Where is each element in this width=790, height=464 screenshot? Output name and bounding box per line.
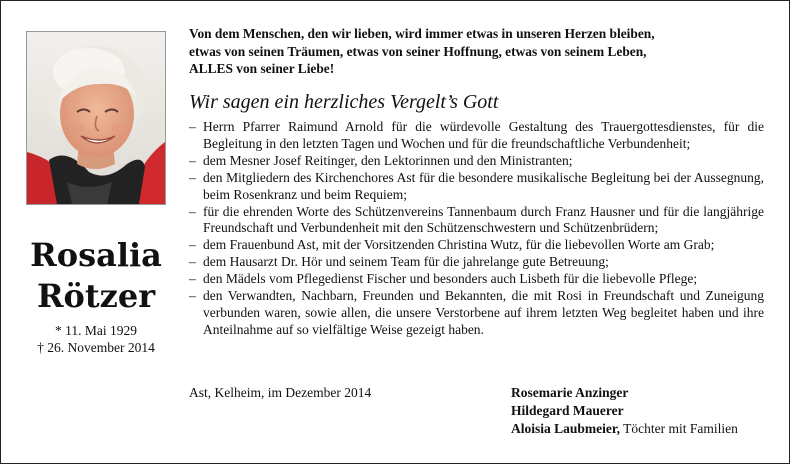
thanks-item-text: den Verwandten, Nachbarn, Freunden und Bekannten, die mit Rosi in Freundschaft und Zuneigung verbunden waren, sowie allen, die unsere Verstorbene auf ihrem letzten Weg begleitet haben und ihre Anteilnahme auf so vielfältige Weise gezeigt haben. bbox=[203, 288, 764, 337]
thanks-item bbox=[189, 254, 764, 271]
dash-marker: – bbox=[189, 237, 196, 253]
thanks-item-text: dem Mesner Josef Reitinger, den Lektorinnen und den Ministranten; bbox=[203, 152, 573, 168]
deceased-last-name: Rötzer bbox=[36, 277, 156, 315]
dash-marker: – bbox=[189, 254, 196, 270]
thanks-item-text: den Mitgliedern des Kirchenchores Ast für die besondere musikalische Begleitung bei der Aussegnung, beim Rosenkranz und beim Requiem; bbox=[203, 169, 764, 202]
portrait-image bbox=[27, 32, 165, 204]
signers-block bbox=[511, 384, 738, 438]
birth-date: * 11. Mai 1929 bbox=[55, 323, 137, 338]
quote-line: Von dem Menschen, den wir lieben, wird immer etwas in unseren Herzen bleiben, bbox=[189, 26, 655, 41]
dash-marker: – bbox=[189, 288, 196, 304]
thanks-item-text: Herrn Pfarrer Raimund Arnold für die würdevolle Gestaltung des Trauergottesdienstes, für die Begleitung in den letzten Tagen und Wochen und für die freundschaftliche Verbundenheit; bbox=[203, 119, 764, 151]
death-date: † 26. November 2014 bbox=[37, 340, 155, 355]
thanks-item bbox=[189, 204, 764, 238]
thanks-item-text: den Mädels vom Pflegedienst Fischer und besonders auch Lisbeth für die liebevolle Pflege; bbox=[203, 271, 698, 287]
thanks-item bbox=[189, 271, 764, 288]
dash-marker: – bbox=[189, 271, 196, 287]
thanks-item bbox=[189, 153, 764, 170]
thanks-item bbox=[189, 237, 764, 254]
dash-marker: – bbox=[189, 119, 196, 134]
thanks-heading: Wir sagen ein herzliches Vergelt’s Gott bbox=[189, 91, 499, 113]
signer-name: Hildegard Mauerer bbox=[511, 403, 624, 418]
thanks-item-text: für die ehrenden Worte des Schützenvereins Tannenbaum durch Franz Hausner und für die langjährige Freundschaft und Verbundenheit mit den Schützenschwestern und Schützenbrüdern; bbox=[203, 203, 764, 236]
thanks-item bbox=[189, 119, 764, 153]
portrait-photo bbox=[26, 31, 166, 205]
quote-line: etwas von seinen Träumen, etwas von seiner Hoffnung, etwas von seinem Leben, bbox=[189, 43, 647, 59]
thanks-list bbox=[189, 119, 764, 339]
dash-marker: – bbox=[189, 169, 196, 185]
dash-marker: – bbox=[189, 203, 196, 219]
signer-suffix: Töchter mit Familien bbox=[620, 421, 738, 436]
signer-name: Aloisia Laubmeier, bbox=[511, 421, 621, 436]
thanks-item-text: dem Frauenbund Ast, mit der Vorsitzenden Christina Wutz, für die liebevollen Worte am Grab; bbox=[203, 237, 715, 253]
dash-marker: – bbox=[189, 152, 196, 168]
place-date: Ast, Kelheim, im Dezember 2014 bbox=[189, 385, 372, 400]
thanks-item-text: dem Hausarzt Dr. Hör und seinem Team für die jahrelange gute Betreuung; bbox=[203, 254, 609, 270]
memorial-quote bbox=[189, 25, 749, 78]
thanks-item bbox=[189, 170, 764, 204]
quote-line: ALLES von seiner Liebe! bbox=[189, 61, 335, 76]
thanks-item bbox=[189, 288, 764, 339]
deceased-first-name: Rosalia bbox=[30, 236, 162, 274]
signer-name: Rosemarie Anzinger bbox=[511, 385, 629, 400]
